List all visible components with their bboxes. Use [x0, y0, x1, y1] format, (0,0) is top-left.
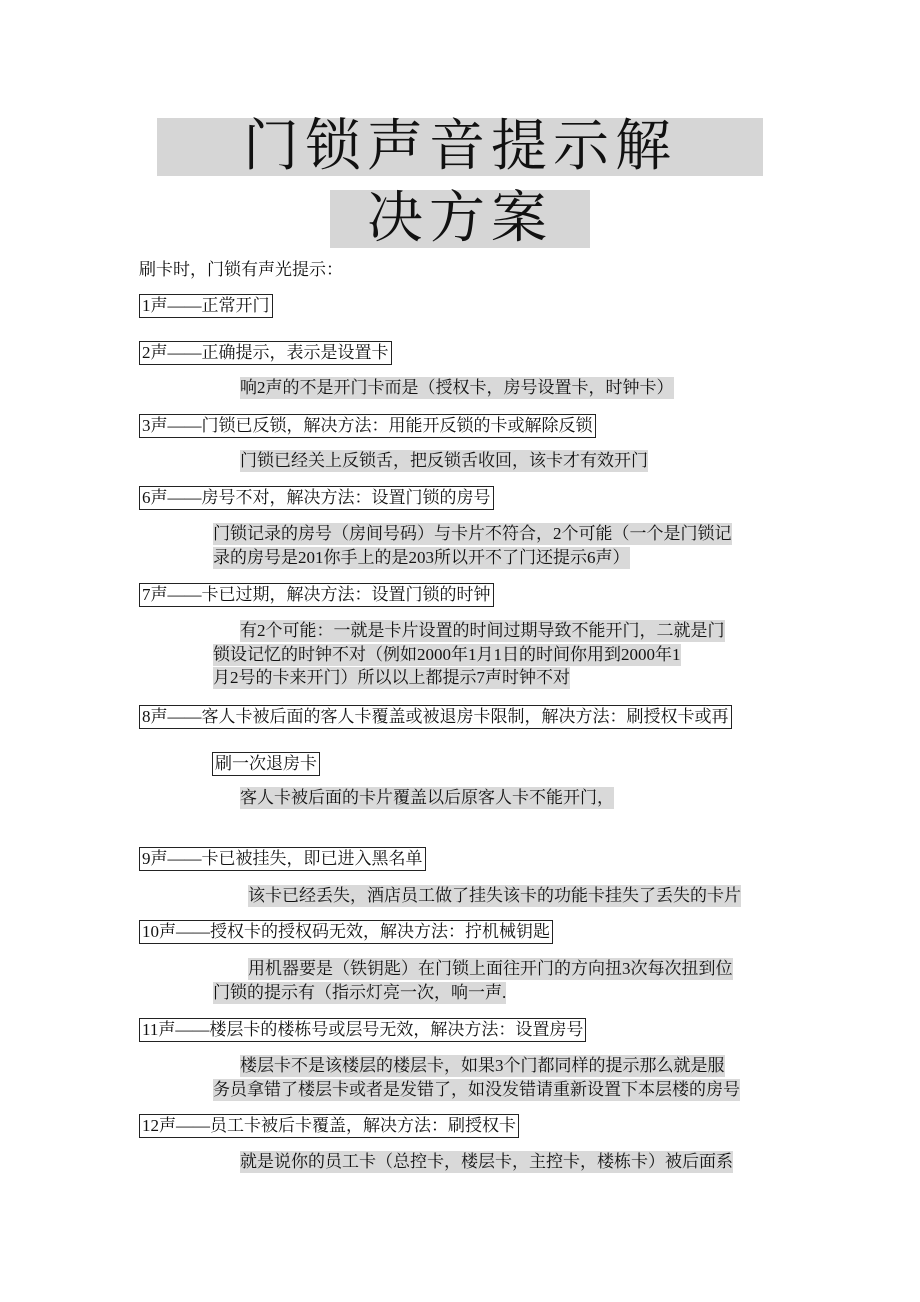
- heading-1-beep: 1声——正常开门: [139, 294, 273, 318]
- note-7-beeps-line-2: 锁设记忆的时钟不对（例如2000年1月1日的时间你用到2000年1: [213, 645, 681, 664]
- note-7-beeps-line-1: 有2个可能：一就是卡片设置的时间过期导致不能开门，二就是门: [240, 621, 725, 640]
- note-11-beeps-line-1: 楼层卡不是该楼层的楼层卡，如果3个门都同样的提示那么就是服: [240, 1056, 725, 1075]
- heading-11-beeps: 11声——楼层卡的楼栋号或层号无效，解决方法：设置房号: [139, 1018, 586, 1042]
- note-10-beeps-line-2: 门锁的提示有（指示灯亮一次，响一声.: [213, 983, 507, 1002]
- note-11-beeps-line-2: 务员拿错了楼层卡或者是发错了，如没发错请重新设置下本层楼的房号: [213, 1080, 740, 1099]
- note-10-beeps-line-1: 用机器要是（铁钥匙）在门锁上面往开门的方向扭3次每次扭到位: [248, 959, 733, 978]
- heading-3-beeps: 3声——门锁已反锁，解决方法：用能开反锁的卡或解除反锁: [139, 414, 596, 438]
- heading-6-beeps: 6声——房号不对，解决方法：设置门锁的房号: [139, 486, 494, 510]
- document-title-line-2: 决方案: [330, 190, 590, 248]
- note-2-beeps: 响2声的不是开门卡而是（授权卡，房号设置卡，时钟卡）: [240, 378, 674, 397]
- note-6-beeps-line-2: 录的房号是201你手上的是203所以开不了门还提示6声）: [213, 548, 630, 567]
- heading-9-beeps: 9声——卡已被挂失，即已进入黑名单: [139, 847, 426, 871]
- heading-7-beeps: 7声——卡已过期，解决方法：设置门锁的时钟: [139, 583, 494, 607]
- note-3-beeps: 门锁已经关上反锁舌，把反锁舌收回，该卡才有效开门: [240, 451, 648, 470]
- heading-10-beeps: 10声——授权卡的授权码无效，解决方法：拧机械钥匙: [139, 920, 553, 944]
- document-title-line-1: 门锁声音提示解: [157, 118, 763, 176]
- note-9-beeps: 该卡已经丢失，酒店员工做了挂失该卡的功能卡挂失了丢失的卡片: [248, 886, 741, 905]
- note-12-beeps: 就是说你的员工卡（总控卡，楼层卡，主控卡，楼栋卡）被后面系: [240, 1152, 733, 1171]
- note-6-beeps-line-1: 门锁记录的房号（房间号码）与卡片不符合，2个可能（一个是门锁记: [213, 524, 732, 543]
- note-8-beeps: 客人卡被后面的卡片覆盖以后原客人卡不能开门，: [240, 788, 614, 807]
- heading-8-beeps-cont: 刷一次退房卡: [212, 752, 320, 776]
- heading-8-beeps: 8声——客人卡被后面的客人卡覆盖或被退房卡限制，解决方法：刷授权卡或再: [139, 705, 732, 729]
- note-7-beeps-line-3: 月2号的卡来开门）所以以上都提示7声时钟不对: [213, 668, 570, 687]
- heading-12-beeps: 12声——员工卡被后卡覆盖，解决方法：刷授权卡: [139, 1114, 519, 1138]
- heading-2-beeps: 2声——正确提示，表示是设置卡: [139, 341, 392, 365]
- intro-text: 刷卡时，门锁有声光提示：: [139, 260, 343, 279]
